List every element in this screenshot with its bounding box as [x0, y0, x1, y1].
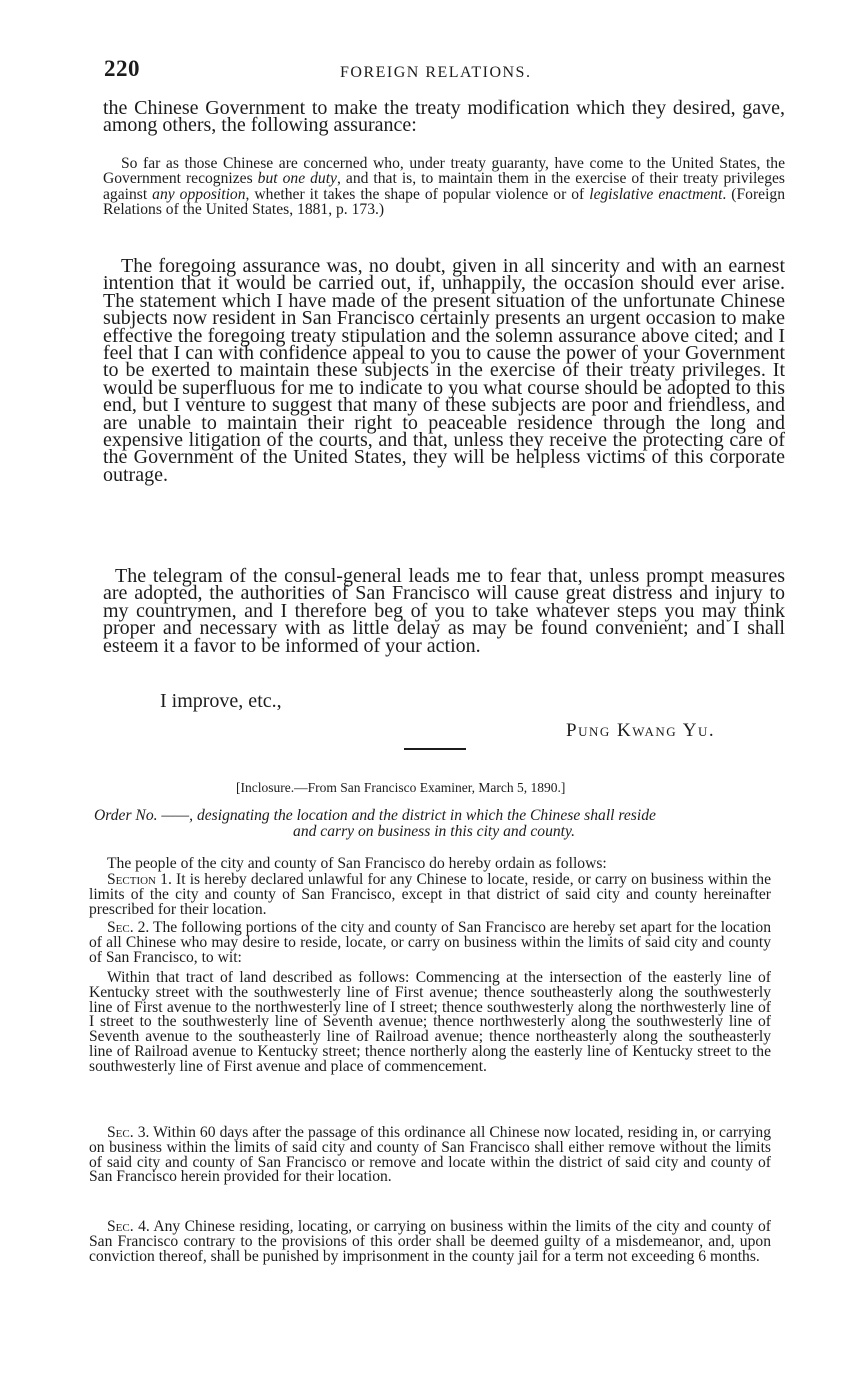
running-head: FOREIGN RELATIONS. — [340, 64, 532, 81]
section-divider — [404, 748, 466, 750]
quote-text-3: , whether it takes the shape of popular violence or of — [245, 185, 590, 203]
signature: Pung Kwang Yu. — [566, 720, 716, 741]
block-quote — [103, 156, 785, 218]
page-number: 220 — [104, 56, 140, 81]
section-3-label: Sec. — [107, 1124, 134, 1141]
order-section-3 — [89, 1126, 771, 1185]
section-2-label: Sec. — [107, 919, 134, 936]
letter-paragraph-1: the Chinese Government to make the treaty modification which they desired, gave, among others, the following assurance: — [103, 97, 785, 137]
section-4-text: 4. Any Chinese residing, locating, or carrying on business within the limits of the city and county of San Francisco contrary to the provisions of this order shall be deemed guilty of a misdemeanor, and, upon conviction thereof, shall be punished by imprisonment in the county jail for a term not exceeding 6 months. — [89, 1218, 771, 1265]
quote-text-2: , and that is, to maintain them in the exercise of their treaty privileges against — [103, 170, 785, 203]
quote-emphasis-2: any opposition — [152, 185, 246, 203]
closing-line: I improve, etc., — [160, 690, 282, 712]
letter-paragraph-2: The foregoing assurance was, no doubt, given in all sincerity and with an earnest intention that it would be carried out, if, unhappily, the occasion should ever arise. The statement which I have made of the present situation of the unfortunate Chinese subjects now resident in San Francisco certainly presents an urgent occasion to make effective the foregoing treaty stipulation and the solemn assurance above cited; and I feel that I can with confidence appeal to you to cause the power of your Government to be exerted to maintain these subjects in the exercise of their treaty privileges. It would be superfluous for me to indicate to you what course should be adopted to this end, but I venture to suggest that many of these subjects are poor and friendless, and are unable to maintain their right to peaceable residence through the long and expensive litigation of the courts, and that, unless they receive the protecting care of the Government of the United States, they will be helpless victims of this corporate outrage. — [103, 255, 785, 486]
order-title-line-2: and carry on business in this city and county. — [293, 823, 575, 840]
quote-emphasis-3: legislative enactment — [589, 185, 723, 203]
order-section-4 — [89, 1220, 771, 1264]
quote-text-1: So far as those Chinese are concerned who, under treaty guaranty, have come to the United States, the Government recognizes — [103, 155, 785, 188]
letter-paragraph-3: The telegram of the consul-general leads me to fear that, unless prompt measures are adopted, the authorities of San Francisco will cause great distress and injury to my countrymen, and I therefore beg of you to take whatever steps you may think proper and necessary with as little delay as may be found convenient; and I shall esteem it a favor to be informed of your action. — [103, 565, 785, 657]
order-title — [94, 808, 774, 840]
order-title-line-1: Order No. ——, designating the location and the district in which the Chinese shall reside — [94, 807, 656, 824]
order-section-2 — [89, 921, 771, 965]
quote-emphasis-1: but one duty — [257, 170, 337, 188]
section-4-label: Sec. — [107, 1218, 134, 1235]
inclosure-note: [Inclosure.—From San Francisco Examiner, March 5, 1890.] — [236, 780, 566, 795]
order-section-1 — [89, 873, 771, 917]
quote-text-4: . (Foreign Relations of the United States, 1881, p. 173.) — [103, 185, 786, 219]
page-header — [104, 56, 784, 86]
section-1-text: 1. It is hereby declared unlawful for any Chinese to locate, reside, or carry on business within the limits of the city and county of San Francisco, except in that district of said city and county hereinafter prescribed for their location. — [89, 871, 771, 918]
section-3-text: 3. Within 60 days after the passage of this ordinance all Chinese now located, residing in, or carrying on business within the limits of said city and county of San Francisco shall either remove without the limits of said city and county of San Francisco or remove and locate within the district of said city and county of San Francisco herein provided for their location. — [89, 1124, 771, 1186]
section-1-label: Section — [107, 871, 156, 888]
order-preamble: The people of the city and county of San Francisco do hereby ordain as follows: — [107, 855, 607, 872]
order-boundary-description: Within that tract of land described as follows: Commencing at the intersection of the easterly line of Kentucky street with the southwesterly line of First avenue; thence southeasterly along the southwesterly line of First avenue to the northwesterly line of I street; thence southwesterly along the northwesterly line of I street to the southwesterly line of Seventh avenue; thence northwesterly along the southwesterly line of Seventh avenue to the southeasterly line of Railroad avenue; thence northeasterly along the southeasterly line of Railroad avenue to Kentucky street; thence northerly along the easterly line of Kentucky street to the southwesterly line of First avenue and place of commencement. — [89, 969, 771, 1075]
section-2-text: 2. The following portions of the city and county of San Francisco are hereby set apart for the location of all Chinese who may desire to reside, locate, or carry on business within the limits of said city and county of San Francisco, to wit: — [89, 919, 771, 966]
